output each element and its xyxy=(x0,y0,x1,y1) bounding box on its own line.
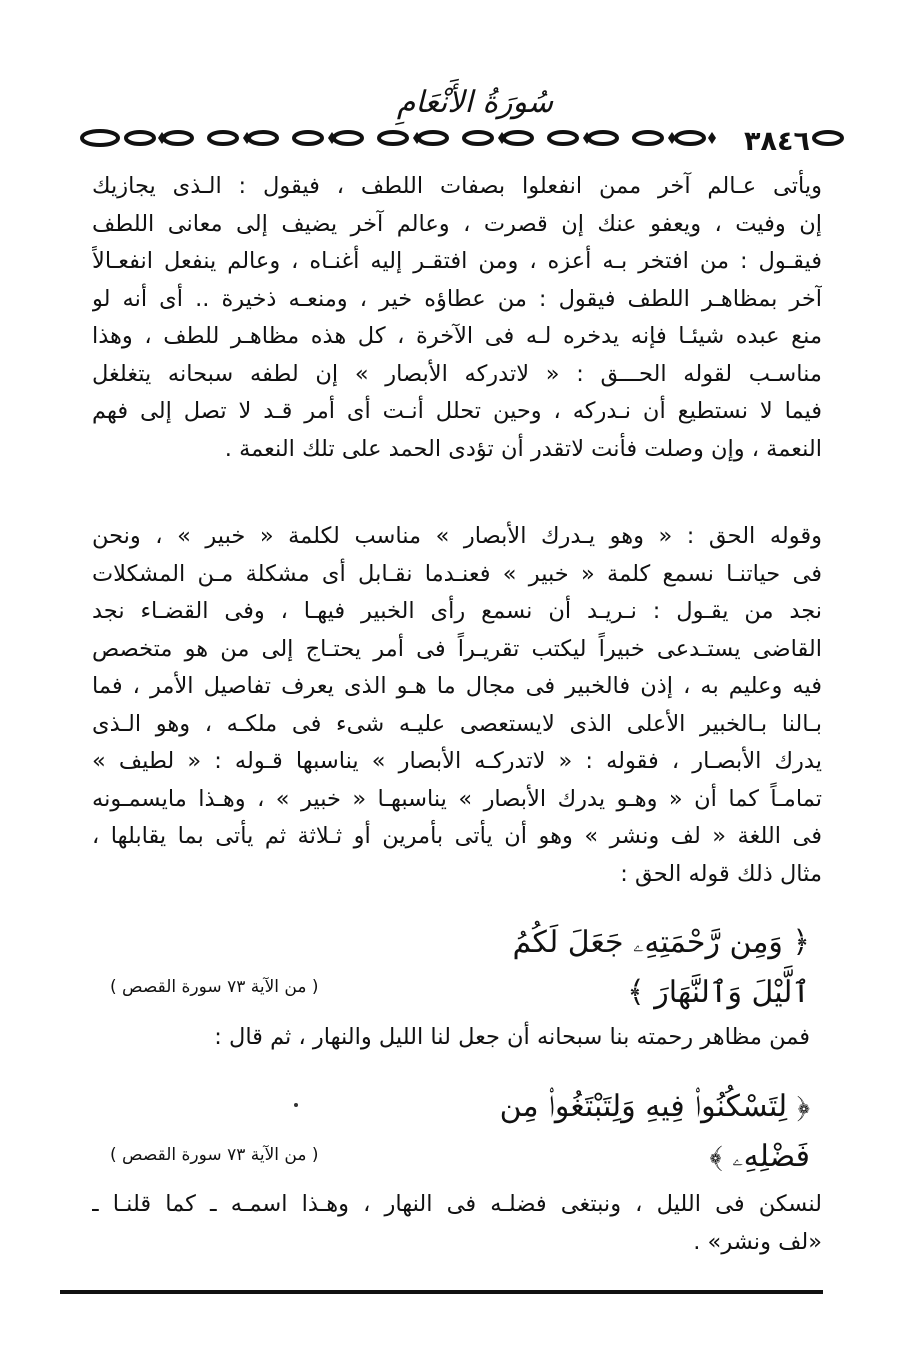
text-line: فيما لا نستطيع أن نـدركه ، وحين تحلل أنـت أى أمر قـد لا تصل إلى فهم xyxy=(92,398,822,424)
verse-reference-2: ( من الآية ٧٣ سورة القصص ) xyxy=(110,1145,319,1165)
text-line: آخر بمظاهـر اللطف فيقول : من عطاؤه خير ، ومنعـه ذخيرة .. أى أنه لو xyxy=(92,285,822,312)
decorative-chain-border xyxy=(78,118,848,158)
paragraph-2 xyxy=(92,518,822,893)
paragraph-4 xyxy=(92,1185,822,1261)
text-line: فمن مظاهر رحمته بنا سبحانه أن جعل لنا الليل والنهار ، ثم قال : xyxy=(214,1024,810,1050)
text-line: فى اللغة « لف ونشر » وهو أن يأتى بأمرين أو ثـلاثة ثم يأتى بما يقابلها ، xyxy=(92,823,822,849)
verse-reference-1: ( من الآية ٧٣ سورة القصص ) xyxy=(110,977,319,997)
paragraph-1 xyxy=(92,168,822,468)
text-line: نجد من يقـول : نـريـد أن نسمع رأى الخبير فيهـا ، وفى القضـاء نجد xyxy=(92,598,822,624)
text-line: تمامـاً كما أن « وهـو يدرك الأبصار » يناسبهـا « خبير » ، وهـذا مايسمـونه xyxy=(92,785,822,812)
text-line: فيقـول : من افتخر بـه أعزه ، ومن افتقـر إليه أغنـاه ، وعالم ينفعل انفعـالاً xyxy=(92,248,822,274)
text-line: بـالنا بـالخبير الأعلى الذى لايستعصى عليـه شىء فى ملكـه ، وهو الـذى xyxy=(92,710,822,737)
text-line: وقوله الحق : « وهو يـدرك الأبصار » مناسب لكلمة « خبير » ، ونحن xyxy=(92,523,822,549)
text-line: مناسـب لقوله الحـــق : « لاتدركه الأبصار » إن لطفه سبحانه يتغلغل xyxy=(92,360,822,387)
text-line: إن وفيت ، ويعفو عنك إن قصرت ، وعالم آخر يضيف إلى معانى اللطف xyxy=(92,210,822,237)
text-line: لنسكن فى الليل ، ونبتغى فضلـه فى النهار ، وهـذا اسمـه ـ كما قلنـا ـ xyxy=(92,1191,822,1217)
paragraph-3 xyxy=(120,1018,810,1056)
text-line: فى حياتنـا نسمع كلمة « خبير » فعنـدما نقـابل أى مشكلة مـن المشكلات xyxy=(92,560,822,587)
text-line: النعمة ، وإن وصلت فأنت لاتقدر أن تؤدى الحمد على تلك النعمة . xyxy=(224,435,822,462)
text-line: منع عبده شيئـا فإنه يدخره لـه فى الآخرة ، كل هذه مظاهـر للطف ، وهذا xyxy=(92,323,822,349)
text-line: فيه وعليم به ، إذن فالخبير فى مجال ما هـو الذى يعرف تفاصيل الأمر ، فما xyxy=(92,673,822,699)
quran-verse-1: ﴿ وَمِن رَّحْمَتِهِۦ جَعَلَ لَكُمُ ٱلَّيْلَ وَٱلنَّهَارَ ﴾ xyxy=(512,925,810,1010)
text-line: «لف ونشر» . xyxy=(693,1229,822,1255)
text-line: مثال ذلك قوله الحق : xyxy=(620,860,822,887)
surah-title: سُورَةُ الأَنْعَامِ xyxy=(396,85,554,120)
footer-rule xyxy=(60,1290,823,1294)
scan-speck xyxy=(294,1103,298,1107)
text-line: القاضى يستـدعى خبيراً ليكتب تقريـراً فى أمر يحتـاج إلى من هو متخصص xyxy=(92,635,822,662)
text-line: يدرك الأبصـار ، فقوله : « لاتدركـه الأبصار » يناسبها قـوله : « لطيف » xyxy=(92,748,822,774)
page-number: ٣٨٤٦ xyxy=(744,126,810,157)
text-line: ويأتى عـالم آخر ممن انفعلوا بصفات اللطف ، فيقول : الـذى يجازيك xyxy=(92,173,822,199)
quran-verse-2: ﴿ لِتَسْكُنُوا۟ فِيهِ وَلِتَبْتَغُوا۟ مِن فَضْلِهِۦ ﴾ xyxy=(499,1089,810,1174)
